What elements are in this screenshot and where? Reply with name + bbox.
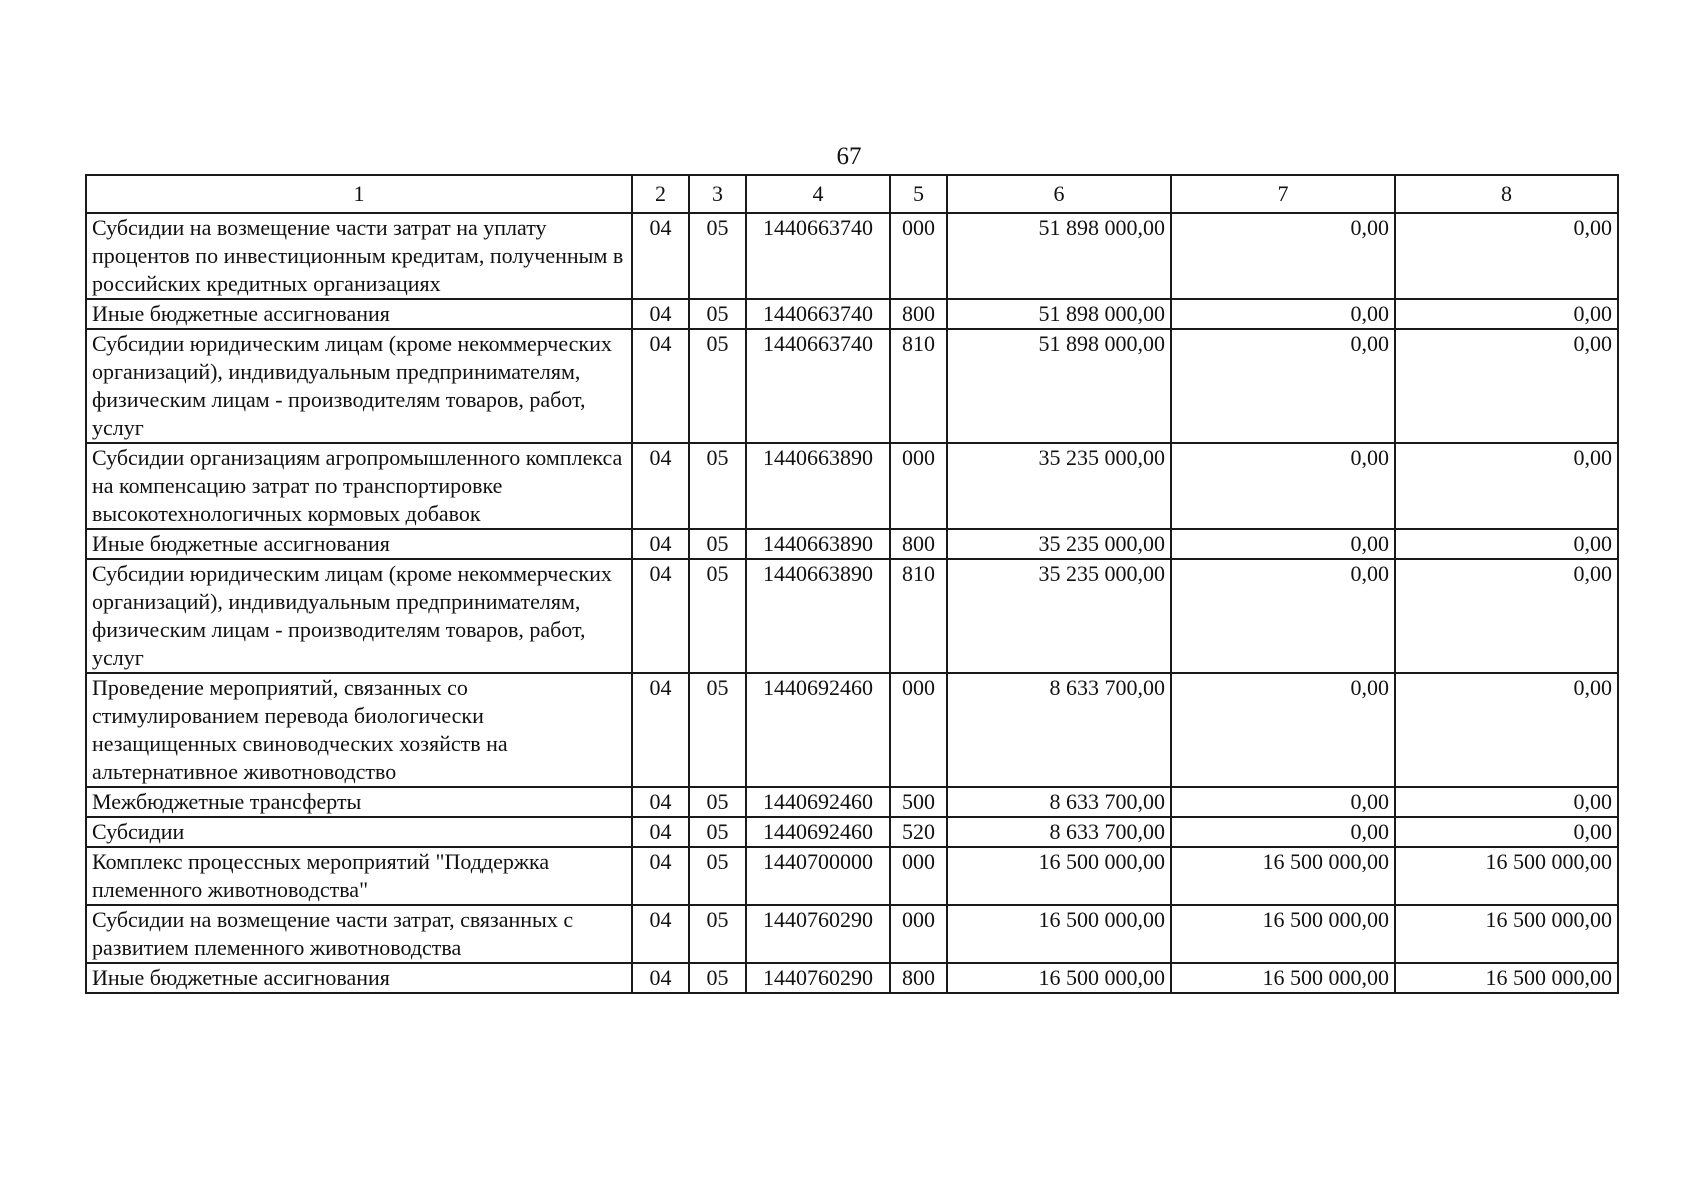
amount-col8: 0,00 [1395,443,1618,529]
section-code: 04 [632,443,689,529]
target-article-code: 1440663740 [746,329,890,443]
amount-col8: 0,00 [1395,213,1618,299]
amount-col6: 16 500 000,00 [947,963,1171,993]
amount-col6: 8 633 700,00 [947,787,1171,817]
target-article-code: 1440692460 [746,817,890,847]
header-cell: 5 [890,175,947,213]
subsection-code: 05 [689,847,746,905]
row-name: Субсидии организациям агропромышленного комплекса на компенсацию затрат по транспортировке высокотехнологичных кормовых добавок [86,443,632,529]
amount-col8: 16 500 000,00 [1395,905,1618,963]
section-code: 04 [632,299,689,329]
table-row [86,529,1618,559]
row-name: Субсидии на возмещение части затрат, связанных с развитием племенного животноводства [86,905,632,963]
row-name: Субсидии на возмещение части затрат на уплату процентов по инвестиционным кредитам, полученным в российских кредитных организациях [86,213,632,299]
target-article-code: 1440760290 [746,963,890,993]
target-article-code: 1440663890 [746,443,890,529]
row-name: Субсидии юридическим лицам (кроме некоммерческих организаций), индивидуальным предпринимателям, физическим лицам - производителям товаров, работ, услуг [86,559,632,673]
table-row [86,817,1618,847]
amount-col7: 0,00 [1171,299,1395,329]
subsection-code: 05 [689,213,746,299]
amount-col6: 51 898 000,00 [947,299,1171,329]
expense-type-code: 520 [890,817,947,847]
header-cell: 2 [632,175,689,213]
header-cell: 3 [689,175,746,213]
subsection-code: 05 [689,329,746,443]
section-code: 04 [632,213,689,299]
subsection-code: 05 [689,529,746,559]
amount-col7: 0,00 [1171,213,1395,299]
amount-col8: 0,00 [1395,299,1618,329]
amount-col7: 0,00 [1171,817,1395,847]
row-name: Иные бюджетные ассигнования [86,963,632,993]
amount-col6: 35 235 000,00 [947,559,1171,673]
amount-col7: 0,00 [1171,329,1395,443]
amount-col6: 8 633 700,00 [947,673,1171,787]
amount-col7: 0,00 [1171,787,1395,817]
subsection-code: 05 [689,817,746,847]
amount-col6: 35 235 000,00 [947,443,1171,529]
section-code: 04 [632,817,689,847]
subsection-code: 05 [689,905,746,963]
row-name: Иные бюджетные ассигнования [86,529,632,559]
row-name: Субсидии [86,817,632,847]
table-row [86,905,1618,963]
section-code: 04 [632,963,689,993]
section-code: 04 [632,905,689,963]
table-row [86,329,1618,443]
target-article-code: 1440760290 [746,905,890,963]
row-name: Межбюджетные трансферты [86,787,632,817]
target-article-code: 1440663740 [746,299,890,329]
expense-type-code: 000 [890,847,947,905]
subsection-code: 05 [689,787,746,817]
amount-col8: 16 500 000,00 [1395,963,1618,993]
expense-type-code: 800 [890,963,947,993]
section-code: 04 [632,847,689,905]
target-article-code: 1440700000 [746,847,890,905]
row-name: Комплекс процессных мероприятий "Поддержка племенного животноводства" [86,847,632,905]
header-cell: 7 [1171,175,1395,213]
target-article-code: 1440692460 [746,787,890,817]
table-row [86,299,1618,329]
expense-type-code: 810 [890,329,947,443]
amount-col8: 16 500 000,00 [1395,847,1618,905]
budget-table [85,174,1619,994]
amount-col6: 51 898 000,00 [947,329,1171,443]
expense-type-code: 000 [890,443,947,529]
table-row [86,673,1618,787]
amount-col7: 0,00 [1171,673,1395,787]
amount-col8: 0,00 [1395,787,1618,817]
row-name: Проведение мероприятий, связанных со стимулированием перевода биологически незащищенных свиноводческих хозяйств на альтернативное животноводство [86,673,632,787]
header-cell: 6 [947,175,1171,213]
header-cell: 1 [86,175,632,213]
row-name: Иные бюджетные ассигнования [86,299,632,329]
amount-col8: 0,00 [1395,329,1618,443]
amount-col7: 16 500 000,00 [1171,905,1395,963]
expense-type-code: 000 [890,213,947,299]
expense-type-code: 500 [890,787,947,817]
section-code: 04 [632,529,689,559]
target-article-code: 1440692460 [746,673,890,787]
subsection-code: 05 [689,443,746,529]
amount-col6: 35 235 000,00 [947,529,1171,559]
table-row [86,443,1618,529]
table-row [86,213,1618,299]
amount-col7: 0,00 [1171,529,1395,559]
table-row [86,847,1618,905]
amount-col7: 16 500 000,00 [1171,847,1395,905]
subsection-code: 05 [689,673,746,787]
page-number: 67 [836,143,862,170]
section-code: 04 [632,787,689,817]
amount-col6: 8 633 700,00 [947,817,1171,847]
target-article-code: 1440663890 [746,529,890,559]
expense-type-code: 810 [890,559,947,673]
header-row [86,175,1618,213]
target-article-code: 1440663890 [746,559,890,673]
target-article-code: 1440663740 [746,213,890,299]
expense-type-code: 000 [890,905,947,963]
header-cell: 8 [1395,175,1618,213]
table-row [86,963,1618,993]
subsection-code: 05 [689,559,746,673]
subsection-code: 05 [689,299,746,329]
expense-type-code: 800 [890,299,947,329]
amount-col8: 0,00 [1395,559,1618,673]
amount-col7: 16 500 000,00 [1171,963,1395,993]
amount-col6: 51 898 000,00 [947,213,1171,299]
amount-col6: 16 500 000,00 [947,847,1171,905]
expense-type-code: 000 [890,673,947,787]
section-code: 04 [632,329,689,443]
amount-col6: 16 500 000,00 [947,905,1171,963]
amount-col7: 0,00 [1171,559,1395,673]
amount-col8: 0,00 [1395,673,1618,787]
subsection-code: 05 [689,963,746,993]
amount-col8: 0,00 [1395,529,1618,559]
section-code: 04 [632,673,689,787]
section-code: 04 [632,559,689,673]
header-cell: 4 [746,175,890,213]
amount-col7: 0,00 [1171,443,1395,529]
expense-type-code: 800 [890,529,947,559]
table-row [86,559,1618,673]
amount-col8: 0,00 [1395,817,1618,847]
row-name: Субсидии юридическим лицам (кроме некоммерческих организаций), индивидуальным предпринимателям, физическим лицам - производителям товаров, работ, услуг [86,329,632,443]
table-row [86,787,1618,817]
